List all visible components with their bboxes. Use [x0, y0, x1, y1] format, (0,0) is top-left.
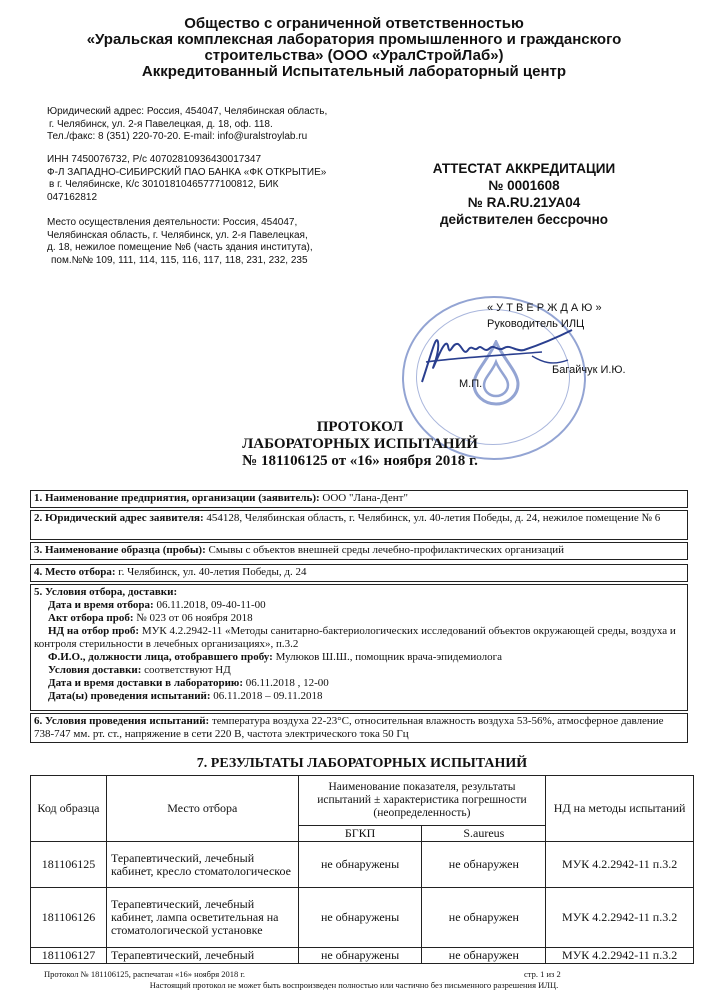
- field-value: 06.11.2018, 09-40-11-00: [156, 599, 266, 611]
- table-row: [31, 842, 694, 888]
- org-bank-line: ИНН 7450076732, Р/с 40702810936430017347: [47, 154, 262, 165]
- protocol-number: № 181106125 от «16» ноября 2018 г.: [242, 453, 478, 469]
- cell-nd: МУК 4.2.2942-11 п.3.2: [546, 888, 694, 948]
- org-bank-line: 047162812: [47, 191, 98, 203]
- field-label: Дата и время доставки в лабораторию:: [48, 677, 246, 689]
- footer-printed: Протокол № 181106125, распечатан «16» ноября 2018 г.: [44, 969, 246, 979]
- subheader-saureus: S.aureus: [422, 826, 546, 842]
- accreditation-reg: № RA.RU.21УА04: [467, 195, 581, 210]
- cell-code: 181106126: [31, 888, 107, 948]
- cell-nd: МУК 4.2.2942-11 п.3.2: [546, 948, 694, 964]
- cell-code: 181106125: [31, 842, 107, 888]
- approval-mp: М.П.: [459, 378, 483, 390]
- accreditation-validity: действителен бессрочно: [439, 212, 609, 227]
- subheader-bgkp: БГКП: [298, 826, 422, 842]
- field-value: МУК 4.2.2942-11 «Методы санитарно-бактериологических исследований объектов окружающей среды, воздуха и контроля стерильности в лечебных организациях», п.3.2: [34, 625, 676, 650]
- section-sample: [30, 542, 688, 560]
- header-code: Код образца: [31, 776, 107, 842]
- results-table: [30, 775, 694, 964]
- cell-saureus: не обнаружен: [422, 948, 546, 964]
- section-applicant: [30, 490, 688, 508]
- field-label: Дата(ы) проведения испытаний:: [48, 690, 214, 702]
- footer-note: Настоящий протокол не может быть воспроизведен полностью или частично без письменного разрешения ИЛЦ.: [149, 980, 559, 990]
- table-header-row: [31, 776, 694, 826]
- section-value: температура воздуха 22-23°С, относительная влажность воздуха 53-56%, атмосферное давление 738-747 мм. рт. ст., напряжение в сети 220 В, частота электрического тока 50 Гц: [34, 715, 664, 740]
- org-address: [47, 106, 377, 144]
- section-address: [30, 510, 688, 540]
- sampling-date: [34, 599, 684, 612]
- accreditation-number: № 0001608: [488, 178, 560, 193]
- section-label: 4. Место отбора:: [34, 566, 119, 578]
- section-value: г. Челябинск, ул. 40-летия Победы, д. 24: [118, 566, 307, 578]
- cell-bgkp: не обнаружены: [298, 888, 422, 948]
- org-title-line3: строительства» (ООО «УралСтройЛаб»): [204, 47, 504, 64]
- header-indicator: Наименование показателя, результаты испытаний ± характеристика погрешности (неопределенность): [298, 776, 546, 826]
- cell-place: Терапевтический, лечебный: [106, 948, 298, 964]
- table-row: [31, 888, 694, 948]
- section-value: ООО "Лана-Дент": [322, 492, 408, 504]
- org-title-line2: «Уральская комплексная лаборатория промышленного и гражданского: [86, 31, 622, 48]
- signature-icon: [412, 322, 587, 392]
- header-nd: НД на методы испытаний: [546, 776, 694, 842]
- section-value: Смывы с объектов внешней среды лечебно-профилактических организаций: [208, 544, 564, 556]
- test-dates: [34, 690, 684, 703]
- section-value: 454128, Челябинская область, г. Челябинск, ул. 40-летия Победы, д. 24, нежилое помещение № 6: [206, 512, 661, 524]
- field-value: 06.11.2018 – 09.11.2018: [213, 690, 323, 702]
- approval-label: « У Т В Е Р Ж Д А Ю »: [487, 302, 602, 314]
- cell-place: Терапевтический, лечебный кабинет, кресло стоматологическое: [106, 842, 298, 888]
- cell-bgkp: не обнаружены: [298, 842, 422, 888]
- sampler-name: [34, 651, 684, 664]
- cell-place: Терапевтический, лечебный кабинет, лампа осветительная на стоматологической установке: [106, 888, 298, 948]
- sampling-act: [34, 612, 684, 625]
- section-label: 5. Условия отбора, доставки:: [34, 586, 178, 598]
- field-label: Условия доставки:: [48, 664, 145, 676]
- field-label: Ф.И.О., должности лица, отобравшего пробу:: [48, 651, 276, 663]
- org-bank-line: Ф-Л ЗАПАДНО-СИБИРСКИЙ ПАО БАНКА «ФК ОТКРЫТИЕ»: [47, 166, 327, 178]
- org-bank: [47, 154, 377, 204]
- cell-saureus: не обнаружен: [422, 888, 546, 948]
- section-conditions: [30, 584, 688, 711]
- protocol-title: ПРОТОКОЛ: [316, 419, 404, 435]
- section-place: [30, 564, 688, 582]
- approval-name: Багайчук И.Ю.: [552, 364, 626, 376]
- org-activity: [47, 217, 377, 267]
- section-label: 6. Условия проведения испытаний:: [34, 715, 212, 727]
- accreditation-title: АТТЕСТАТ АККРЕДИТАЦИИ: [432, 161, 616, 176]
- section-label: 3. Наименование образца (пробы):: [34, 544, 209, 556]
- cell-nd: МУК 4.2.2942-11 п.3.2: [546, 842, 694, 888]
- header-place: Место отбора: [106, 776, 298, 842]
- org-address-line: г. Челябинск, ул. 2-я Павелецкая, д. 18, оф. 118.: [49, 118, 273, 130]
- org-address-line: Тел./факс: 8 (351) 220-70-20. E-mail: info@uralstroylab.ru: [47, 131, 308, 142]
- field-label: НД на отбор проб:: [48, 625, 142, 637]
- cell-bgkp: не обнаружены: [298, 948, 422, 964]
- field-value: № 023 от 06 ноября 2018: [136, 612, 253, 624]
- section-label: 2. Юридический адрес заявителя:: [34, 512, 207, 524]
- field-label: Дата и время отбора:: [48, 599, 157, 611]
- field-value: соответствуют НД: [144, 664, 231, 676]
- cell-saureus: не обнаружен: [422, 842, 546, 888]
- table-row: [31, 948, 694, 964]
- org-activity-line: пом.№№ 109, 111, 114, 115, 116, 117, 118, 231, 232, 235: [51, 254, 308, 266]
- field-value: Мулюков Ш.Ш., помощник врача-эпидемиолога: [275, 651, 502, 663]
- cell-code: 181106127: [31, 948, 107, 964]
- section-test-conditions: [30, 713, 688, 743]
- results-title: 7. РЕЗУЛЬТАТЫ ЛАБОРАТОРНЫХ ИСПЫТАНИЙ: [196, 756, 528, 771]
- section-label: 1. Наименование предприятия, организации (заявитель):: [34, 492, 323, 504]
- org-address-line: Юридический адрес: Россия, 454047, Челябинская область,: [47, 106, 328, 117]
- delivery-conditions: [34, 664, 684, 677]
- org-bank-line: в г. Челябинске, К/с 30101810465777100812, БИК: [49, 179, 279, 190]
- delivery-date: [34, 677, 684, 690]
- org-activity-line: Челябинская область, г. Челябинск, ул. 2-я Павелецкая,: [47, 229, 308, 241]
- protocol-subtitle: ЛАБОРАТОРНЫХ ИСПЫТАНИЙ: [242, 436, 478, 452]
- field-label: Акт отбора проб:: [48, 612, 137, 624]
- approval-role: Руководитель ИЛЦ: [487, 318, 585, 330]
- org-activity-line: д. 18, нежилое помещение №6 (часть здания института),: [47, 242, 313, 253]
- org-title-line4: Аккредитованный Испытательный лабораторный центр: [141, 63, 567, 80]
- org-title-line1: Общество с ограниченной ответственностью: [184, 15, 524, 32]
- field-value: 06.11.2018 , 12-00: [245, 677, 329, 689]
- org-activity-line: Место осуществления деятельности: Россия, 454047,: [47, 217, 298, 228]
- footer-page: стр. 1 из 2: [524, 969, 561, 979]
- sampling-nd: [34, 625, 684, 651]
